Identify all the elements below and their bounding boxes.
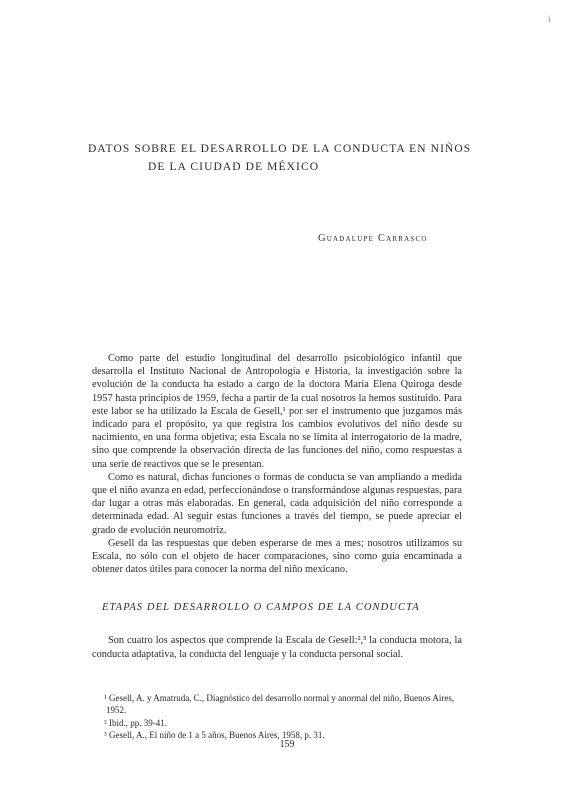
article-title — [88, 140, 488, 176]
title-line-2: DE LA CIUDAD DE MÉXICO — [148, 161, 320, 173]
paragraph: Como es natural, dichas funciones o formas de conducta se van ampliando a medida que el niño avanza en edad, perfeccionándose o transformándose algunas respuestas, para dar lugar a otras más elaboradas. En general, cada adquisición del niño corresponde a determinada edad. Al seguir estas funciones a través del tiempo, se puede apreciar el grado de evolución neuromotriz. — [92, 471, 462, 536]
corner-mark: i — [548, 14, 551, 24]
paragraph: Son cuatro los aspectos que comprende la Escala de Gesell:²,³ la conducta motora, la conducta adaptativa, la conducta del lenguaje y la conducta personal social. — [92, 635, 462, 660]
footnote: ¹ Gesell, A. y Amatruda, C., Diagnóstico del desarrollo normal y anormal del niño, Buenos Aires, 1952. — [104, 693, 455, 716]
footnotes — [92, 692, 462, 742]
section-body — [92, 634, 462, 661]
paragraph: Como parte del estudio longitudinal del desarrollo psicobiológico infantil que desarrolla el Instituto Nacional de Antropología e Historia, la investigación sobre la evolución de la conducta ha estado a cargo de la doctora María Elena Quiroga desde 1957 hasta principios de 1959, fecha a partir de la cual nosotros la hemos sustituido. Para este labor se ha utilizado la Escala de Gesell,¹ por ser el instrumento que juzgamos más indicado para el propósito, ya que registra los cambios evolutivos del niño desde su nacimiento, en una forma objetiva; esta Escala no se limita al interrogatorio de la madre, sino que comprende la observación directa de las funciones del niño, como respuestas a una serie de reactivos que se le presentan. — [92, 353, 462, 470]
section-heading: ETAPAS DEL DESARROLLO O CAMPOS DE LA CONDUCTA — [102, 602, 420, 613]
footnote: ³ Gesell, A., El niño de 1 a 5 años, Buenos Aires, 1958, p. 31. — [104, 730, 325, 741]
title-line-1: DATOS SOBRE EL DESARROLLO DE LA CONDUCTA EN NIÑOS — [88, 143, 472, 155]
footnote: ² Ibid., pp. 39-41. — [104, 717, 167, 728]
body-text — [92, 352, 462, 576]
page-number: 159 — [279, 739, 295, 750]
author-name: Guadalupe Carrasco — [318, 233, 428, 244]
paragraph: Gesell da las respuestas que deben esperarse de mes a mes; nosotros utilizamos su Escala, no sólo con el objeto de hacer comparaciones, sino como guía encaminada a obtener datos útiles para conocer la norma del niño mexicano. — [92, 537, 462, 576]
